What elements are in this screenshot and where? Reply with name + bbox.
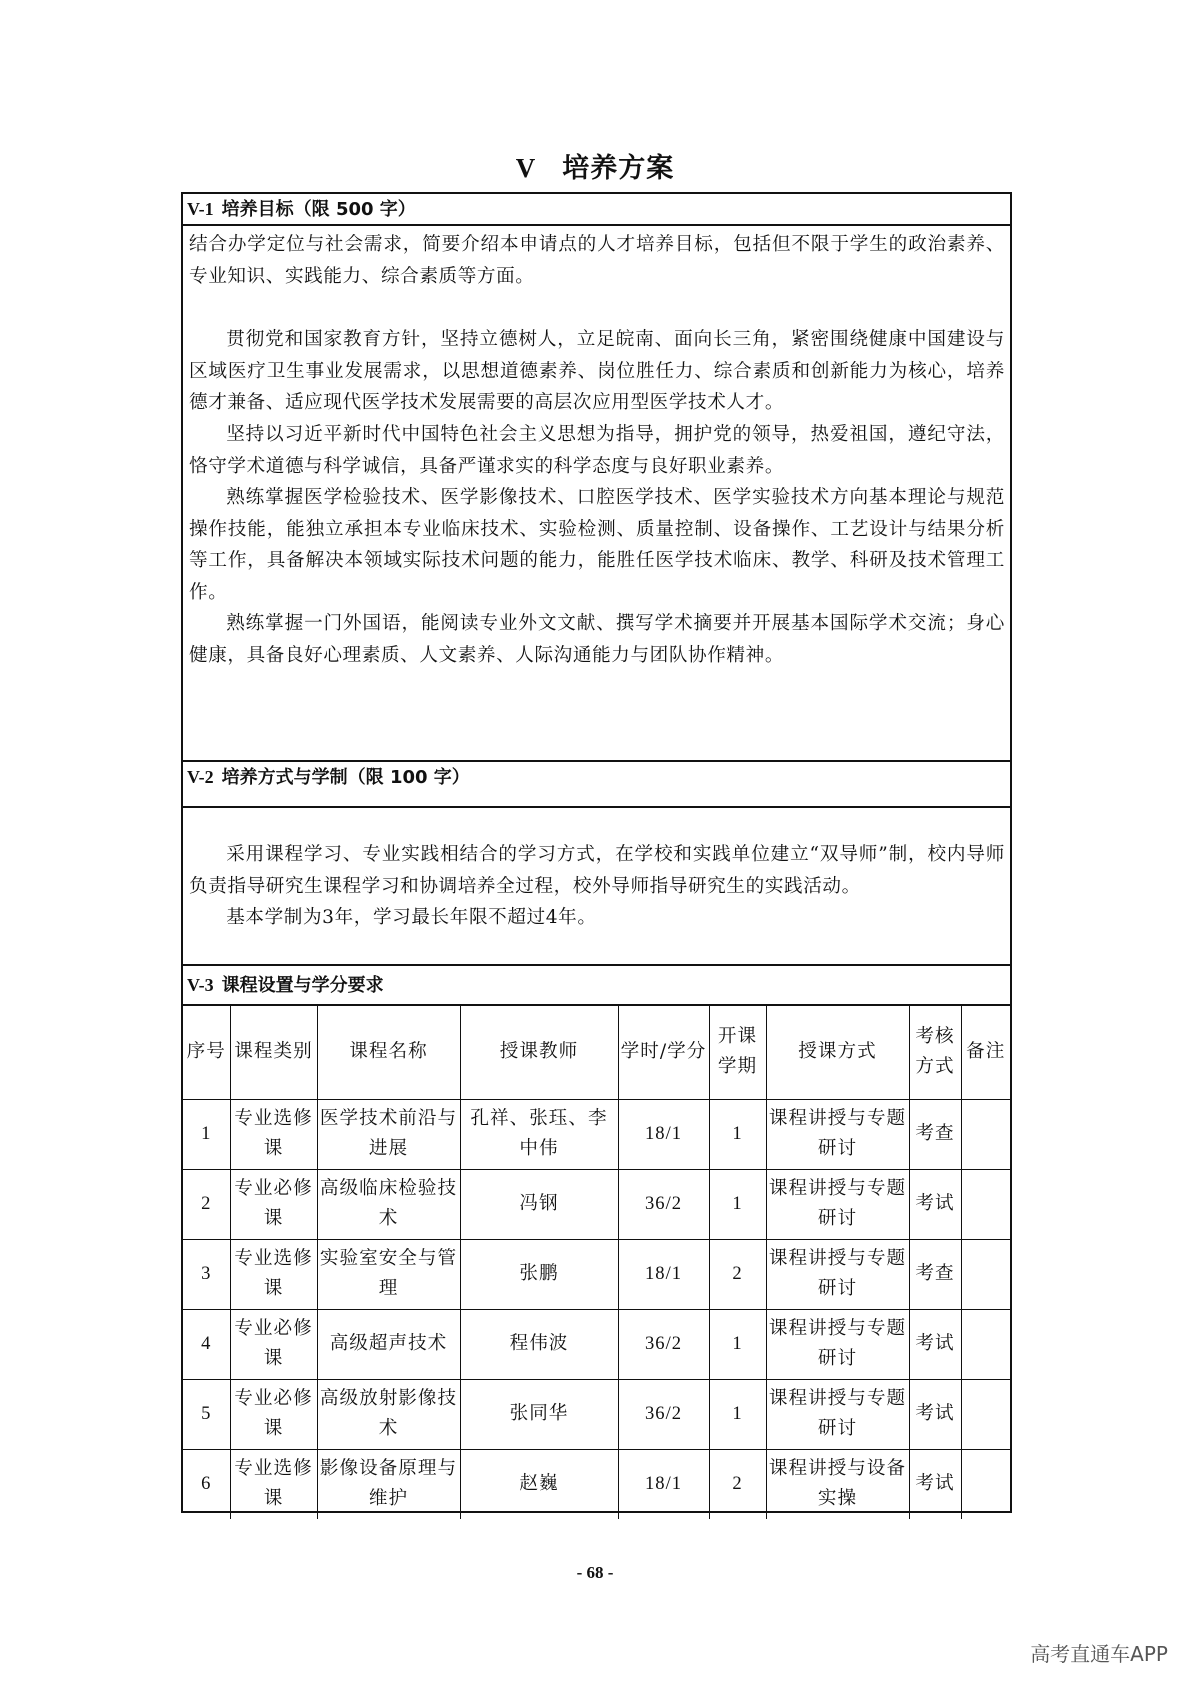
cell-name: 影像设备原理与维护 (317, 1449, 460, 1519)
cell-teacher: 孔祥、张珏、李中伟 (460, 1099, 618, 1169)
table-row (183, 1309, 1010, 1379)
cell-category: 专业选修课 (230, 1449, 317, 1519)
cell-teacher: 冯钢 (460, 1169, 618, 1239)
cell-name: 高级放射影像技术 (317, 1379, 460, 1449)
table-row (183, 1099, 1010, 1169)
cell-semester: 2 (709, 1239, 766, 1309)
cell-note (961, 1099, 1010, 1169)
cell-method: 课程讲授与专题研讨 (766, 1309, 909, 1379)
cell-semester: 2 (709, 1449, 766, 1519)
cell-semester: 1 (709, 1309, 766, 1379)
cell-category: 专业必修课 (230, 1309, 317, 1379)
cell-teacher: 张鹏 (460, 1239, 618, 1309)
cell-name: 医学技术前沿与进展 (317, 1099, 460, 1169)
cell-hours: 18/1 (618, 1099, 709, 1169)
cell-hours: 36/2 (618, 1379, 709, 1449)
section3-heading (183, 970, 1010, 1001)
title-text: 培养方案 (562, 153, 675, 184)
cell-method: 课程讲授与专题研讨 (766, 1169, 909, 1239)
cell-hours: 18/1 (618, 1239, 709, 1309)
section3-code: V-3 (187, 975, 214, 995)
table-row (183, 1379, 1010, 1449)
section1-paragraph-4: 熟练掌握一门外国语，能阅读专业外文文献、撰写学术摘要并开展基本国际学术交流；身心健康，具备良好心理素质、人文素养、人际沟通能力与团队协作精神。 (189, 613, 1005, 666)
section2-paragraph-2: 基本学制为3年，学习最长年限不超过4年。 (226, 907, 597, 928)
cell-no: 1 (183, 1099, 230, 1169)
cell-note (961, 1309, 1010, 1379)
cell-exam: 考试 (909, 1169, 961, 1239)
cell-no: 5 (183, 1379, 230, 1449)
cell-hours: 36/2 (618, 1309, 709, 1379)
section1-paragraph-2: 坚持以习近平新时代中国特色社会主义思想为指导，拥护党的领导，热爱祖国，遵纪守法，恪守学术道德与科学诚信，具备严谨求实的科学态度与良好职业素养。 (189, 424, 1005, 477)
cell-method: 课程讲授与专题研讨 (766, 1099, 909, 1169)
title-number: V (515, 153, 537, 183)
column-header-name: 课程名称 (317, 1006, 460, 1099)
section2-heading (183, 762, 1010, 793)
section1-prompt: 结合办学定位与社会需求，简要介绍本申请点的人才培养目标，包括但不限于学生的政治素养、专业知识、实践能力、综合素质等方面。 (189, 234, 1005, 287)
column-header-hours: 学时/学分 (618, 1006, 709, 1099)
cell-exam: 考试 (909, 1449, 961, 1519)
section1-heading (183, 194, 1010, 225)
section2-paragraph-1: 采用课程学习、专业实践相结合的学习方式，在学校和实践单位建立“双导师”制，校内导师负责指导研究生课程学习和协调培养全过程，校外导师指导研究生的实践活动。 (189, 844, 1005, 897)
plan-frame (181, 192, 1012, 1513)
cell-no: 3 (183, 1239, 230, 1309)
cell-category: 专业必修课 (230, 1379, 317, 1449)
page-number: - 68 - (576, 1563, 614, 1582)
table-row (183, 1239, 1010, 1309)
column-header-teacher: 授课教师 (460, 1006, 618, 1099)
table-row (183, 1169, 1010, 1239)
section1-paragraph-3: 熟练掌握医学检验技术、医学影像技术、口腔医学技术、医学实验技术方向基本理论与规范操作技能，能独立承担本专业临床技术、实验检测、质量控制、设备操作、工艺设计与结果分析等工作，具备解决本领域实际技术问题的能力，能胜任医学技术临床、教学、科研及技术管理工作。 (189, 487, 1005, 603)
column-header-method: 授课方式 (766, 1006, 909, 1099)
column-header-category: 课程类别 (230, 1006, 317, 1099)
cell-method: 课程讲授与设备实操 (766, 1449, 909, 1519)
section3-heading-text: 课程设置与学分要求 (221, 975, 384, 996)
cell-name: 高级临床检验技术 (317, 1169, 460, 1239)
section1-code: V-1 (187, 199, 214, 219)
cell-method: 课程讲授与专题研讨 (766, 1239, 909, 1309)
cell-category: 专业必修课 (230, 1169, 317, 1239)
column-header-exam: 考核方式 (909, 1006, 961, 1099)
section1-heading-text: 培养目标（限 500 字） (221, 199, 416, 220)
cell-note (961, 1449, 1010, 1519)
table-row (183, 1449, 1010, 1519)
cell-exam: 考查 (909, 1239, 961, 1309)
divider (183, 224, 1010, 226)
section1-paragraph-1: 贯彻党和国家教育方针，坚持立德树人，立足皖南、面向长三角，紧密围绕健康中国建设与区域医疗卫生事业发展需求，以思想道德素养、岗位胜任力、综合素质和创新能力为核心，培养德才兼备、适应现代医学技术发展需要的高层次应用型医学技术人才。 (189, 329, 1005, 413)
cell-teacher: 赵巍 (460, 1449, 618, 1519)
cell-semester: 1 (709, 1099, 766, 1169)
cell-exam: 考试 (909, 1309, 961, 1379)
cell-note (961, 1239, 1010, 1309)
cell-no: 6 (183, 1449, 230, 1519)
cell-note (961, 1169, 1010, 1239)
column-header-semester: 开课学期 (709, 1006, 766, 1099)
cell-teacher: 张同华 (460, 1379, 618, 1449)
cell-note (961, 1379, 1010, 1449)
cell-semester: 1 (709, 1169, 766, 1239)
cell-name: 实验室安全与管理 (317, 1239, 460, 1309)
cell-category: 专业选修课 (230, 1099, 317, 1169)
column-header-note: 备注 (961, 1006, 1010, 1099)
cell-category: 专业选修课 (230, 1239, 317, 1309)
section2-heading-text: 培养方式与学制（限 100 字） (221, 767, 470, 788)
cell-hours: 18/1 (618, 1449, 709, 1519)
cell-no: 4 (183, 1309, 230, 1379)
table-header-row (183, 1006, 1010, 1099)
cell-exam: 考查 (909, 1099, 961, 1169)
page-title (0, 146, 1190, 186)
cell-name: 高级超声技术 (317, 1309, 460, 1379)
section2-code: V-2 (187, 767, 214, 787)
divider (183, 964, 1010, 966)
column-header-no: 序号 (183, 1006, 230, 1099)
divider (183, 806, 1010, 808)
watermark: 高考直通车APP (1030, 1642, 1168, 1666)
course-table (183, 1006, 1010, 1519)
cell-method: 课程讲授与专题研讨 (766, 1379, 909, 1449)
cell-teacher: 程伟波 (460, 1309, 618, 1379)
cell-hours: 36/2 (618, 1169, 709, 1239)
cell-semester: 1 (709, 1379, 766, 1449)
cell-no: 2 (183, 1169, 230, 1239)
cell-exam: 考试 (909, 1379, 961, 1449)
